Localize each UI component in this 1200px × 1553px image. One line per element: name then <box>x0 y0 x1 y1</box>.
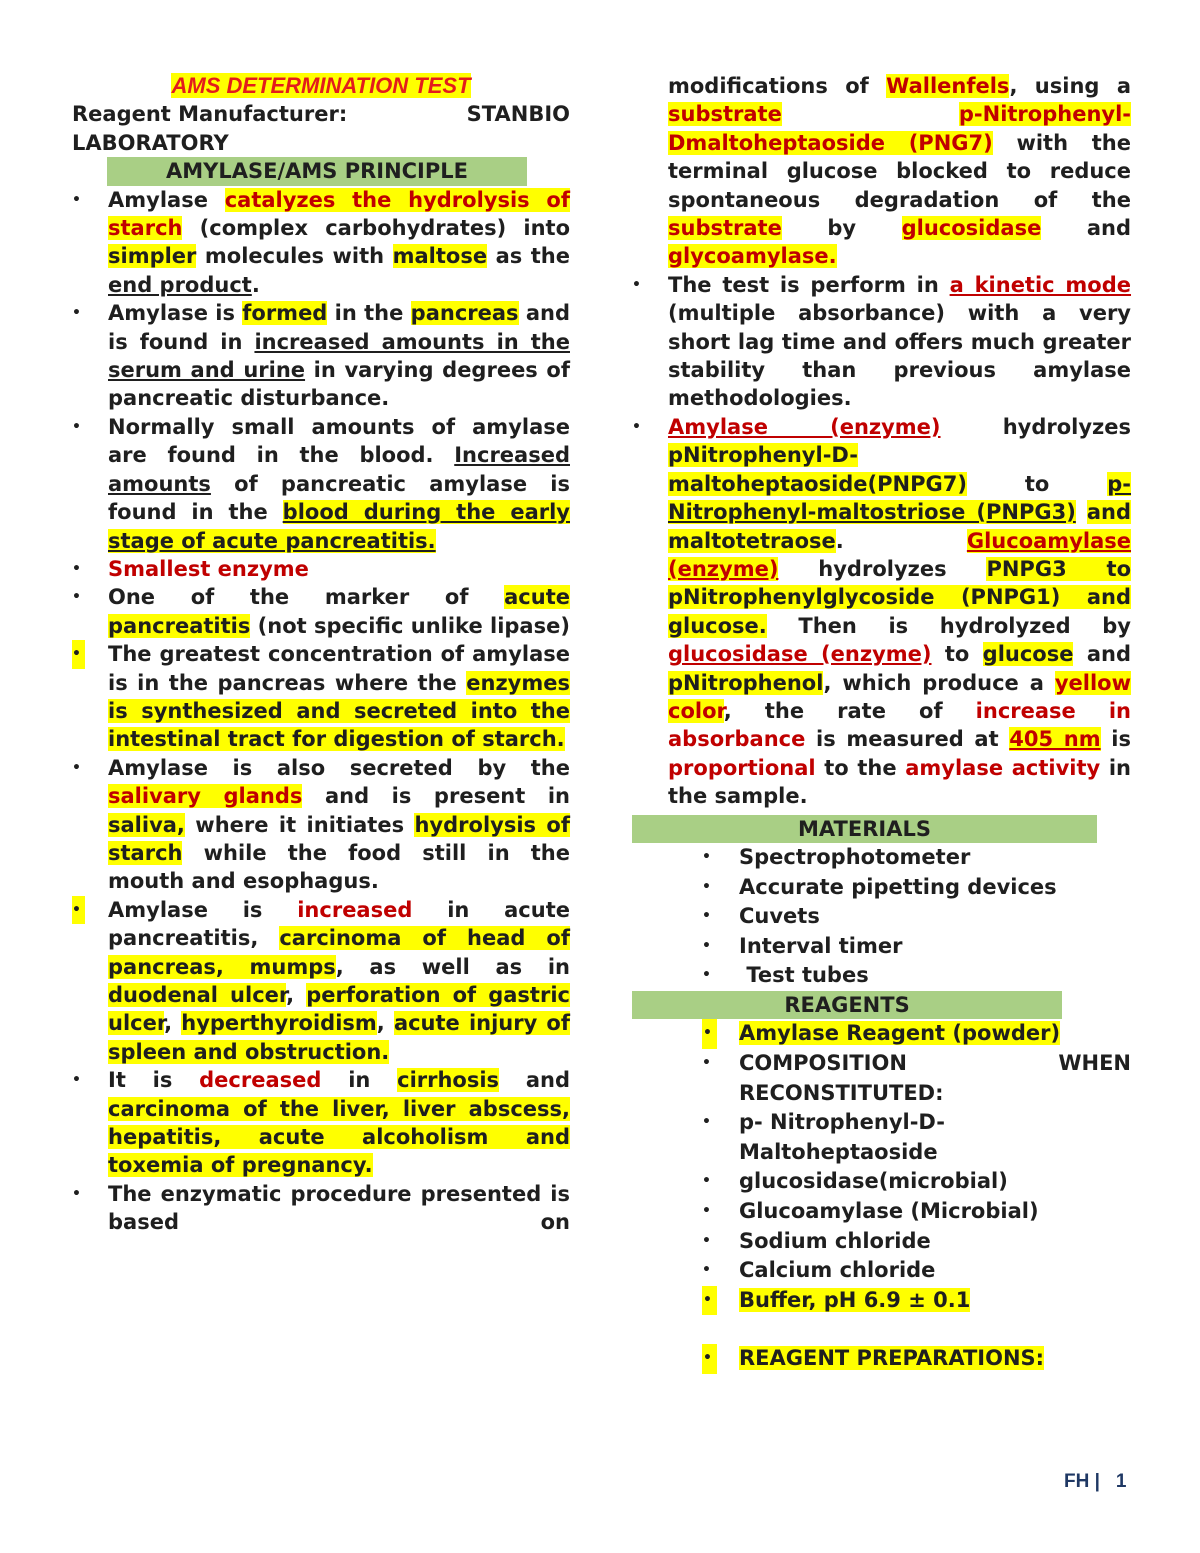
principle-list <box>72 186 570 1237</box>
list-item: • Glucoamylase (Microbial) <box>632 1197 1131 1227</box>
method-list <box>632 271 1131 811</box>
list-item: • Interval timer <box>632 932 1131 962</box>
list-item: • glucosidase(microbial) <box>632 1167 1131 1197</box>
manufacturer-value-2: LABORATORY <box>72 130 229 155</box>
list-item: • Test tubes <box>632 961 1131 991</box>
list-item: • The greatest concentration of amylase is in the pancreas where the enzymes is synthesized and secreted into the intestinal tract for digestion of starch. <box>72 640 570 754</box>
footer-label: FH | <box>1064 1471 1100 1492</box>
manufacturer-value: STANBIO <box>466 102 570 127</box>
page-footer <box>1064 1471 1127 1493</box>
list-item: • p- Nitrophenyl-D- Maltoheptaoside <box>632 1108 1131 1167</box>
materials-list <box>632 843 1131 991</box>
list-item: • Amylase is formed in the pancreas and is found in increased amounts in the serum and urine in varying degrees of pancreatic disturbance. <box>72 299 570 413</box>
list-item: • Amylase is also secreted by the salivary glands and is present in saliva, where it initiates hydrolysis of starch while the food still in the mouth and esophagus. <box>72 754 570 896</box>
page-number: 1 <box>1115 1471 1127 1492</box>
list-item: • Calcium chloride <box>632 1256 1131 1286</box>
list-item: • Amylase is increased in acute pancreatitis, carcinoma of head of pancreas, mumps, as well as in duodenal ulcer, perforation of gastric ulcer, hyperthyroidism, acute injury of spleen and obstruction. <box>72 896 570 1066</box>
list-item: • Cuvets <box>632 902 1131 932</box>
list-item: • The enzymatic procedure presented is based on <box>72 1180 570 1237</box>
list-item: • Accurate pipetting devices <box>632 873 1131 903</box>
list-item: • One of the marker of acute pancreatitis (not specific unlike lipase) <box>72 583 570 640</box>
list-item: • Normally small amounts of amylase are found in the blood. Increased amounts of pancreatic amylase is found in the blood during the early stage of acute pancreatitis. <box>72 413 570 555</box>
list-item: • Amylase catalyzes the hydrolysis of starch (complex carbohydrates) into simpler molecules with maltose as the end product. <box>72 186 570 300</box>
list-item: • COMPOSITION WHEN RECONSTITUTED: <box>632 1049 1131 1108</box>
list-item: • REAGENT PREPARATIONS: <box>632 1344 1131 1374</box>
reagents-list <box>632 1019 1131 1315</box>
reagents-header: REAGENTS <box>632 991 1062 1019</box>
list-item: • Amylase (enzyme) hydrolyzes pNitrophenyl-D-maltoheptaoside(PNPG7) to p-Nitrophenyl-maltostriose (PNPG3) and maltotetraose. Glucoamylase (enzyme) hydrolyzes PNPG3 to pNitrophenylglycoside (PNPG1) and glucose. Then is hydrolyzed by glucosidase (enzyme) to glucose and pNitrophenol, which produce a yellow color, the rate of increase in absorbance is measured at 405 nm is proportional to the amylase activity in the sample. <box>632 413 1131 811</box>
right-column <box>632 72 1131 1374</box>
list-item: • Smallest enzyme <box>72 555 570 583</box>
list-item: • The test is perform in a kinetic mode (multiple absorbance) with a very short lag time and offers much greater stability than previous amylase methodologies. <box>632 271 1131 413</box>
list-item: • It is decreased in cirrhosis and carcinoma of the liver, liver abscess, hepatitis, acute alcoholism and toxemia of pregnancy. <box>72 1066 570 1180</box>
left-column <box>72 72 570 1237</box>
principle-header: AMYLASE/AMS PRINCIPLE <box>107 157 527 185</box>
list-item: • Spectrophotometer <box>632 843 1131 873</box>
manufacturer-line <box>72 100 570 128</box>
materials-header: MATERIALS <box>632 815 1097 843</box>
list-item: • Sodium chloride <box>632 1227 1131 1257</box>
page-title: AMS DETERMINATION TEST <box>171 73 471 98</box>
continued-paragraph: modifications of Wallenfels, using a substrate p-Nitrophenyl-Dmaltoheptaoside (PNG7) with the terminal glucose blocked to reduce spontaneous degradation of the substrate by glucosidase and glycoamylase. <box>668 74 1132 269</box>
list-item: • Buffer, pH 6.9 ± 0.1 <box>632 1286 1131 1316</box>
reagent-prep-list <box>632 1344 1131 1374</box>
spacer <box>632 1315 1131 1344</box>
list-item: • Amylase Reagent (powder) <box>632 1019 1131 1049</box>
manufacturer-label: Reagent Manufacturer: <box>72 102 348 127</box>
